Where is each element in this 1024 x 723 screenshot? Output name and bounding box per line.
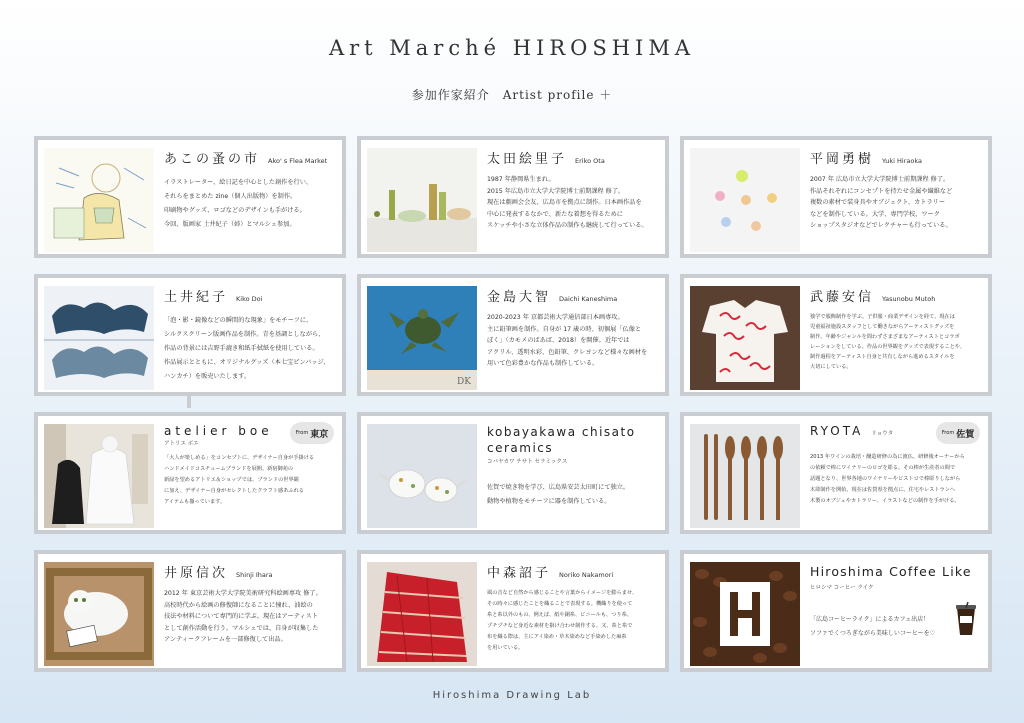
artist-name: 平岡勇樹 <box>810 152 875 167</box>
artist-photo <box>367 286 477 390</box>
artist-roman-name: Daichi Kaneshima <box>559 295 618 303</box>
from-label: From <box>295 430 309 436</box>
artist-name: 中森詔子 <box>487 566 552 581</box>
from-badge <box>936 422 980 444</box>
artist-photo <box>690 286 800 390</box>
artist-description: 風の音など自然から感じることや言葉からイメージを膨らませ、 その時々に感じたことを織ることで表現する。機織りを使って 糸と糸以外のもの、例えば、紙や銅糸、ビニールも、つり糸、 プチプチなど身近な素材を掛け合わせ制作する。又、糸と糸で 布を織る際は、主にアイ染め・草木染めなど手染めした麻糸 を用いている。 <box>487 590 638 651</box>
artist-description: 佐賀で焼き物を学び、広島県安芸太田町にて独立。 動物や植物をモチーフに器を制作している。 <box>487 484 630 505</box>
artist-description: 独学で服飾制作を学ぶ。子供服・商業デザインを経て、現在は 児童福祉施設スタッフとして働きながらアーティストグッズを 制作。年齢やジャンルを問わずさまざまなアーティストとコラボ レーションをしている。作品の世界観をグッズで表現することや、 制作過程をアーティスト自身と共有しながら進めるスタイルを 大切にしている。 <box>810 314 966 370</box>
artist-description: 「泡・影・鏡像などの瞬間的な現象」をモチーフに、 シルクスクリーン版画作品を制作。青を基調としながら、 作品の背景には吉野手漉き和紙手拭紙を使用している。 作品展示とともに、オリジナルグッズ（本七宝ピンバッジ、 ハンカチ）を販売いたします。 <box>164 317 330 380</box>
artist-description: イラストレーター、絵日記を中心とした創作を行い、 それらをまとめた zine（個人出版物）を制作。 印刷物やグッズ、ロゴなどのデザインも手がける。 今回、版画家 土井紀子（姉）とマルシェ参加。 <box>164 179 313 228</box>
artist-roman-name: Eriko Ota <box>575 157 605 165</box>
artist-card-ryota[interactable] <box>680 412 992 534</box>
artist-name: 太田絵里子 <box>487 152 568 167</box>
footer-credit: Hiroshima Drawing Lab <box>432 690 592 701</box>
artist-name: あこの蚤の市 <box>164 152 261 167</box>
artist-card-nakamori[interactable] <box>357 550 669 672</box>
artist-description: 「広島コーヒーライク」によるカフェ出店！ ソファでくつろぎながら美味しいコーヒーを♡ <box>810 616 936 637</box>
artist-description: 1987 年静岡県生まれ。 2015 年広島市立大学大学院博士前期課程 修了。 現在は劇画会会友、広島市を拠点に制作。日本画作品を 中心に発表するなかで、新たな着想を得るために スケッチや小さな立体作品の制作も継続して行っている。 <box>487 176 648 229</box>
artist-card-kobayakawa[interactable] <box>357 412 669 534</box>
artist-photo <box>690 562 800 666</box>
artist-name-line2: ceramics <box>487 441 554 455</box>
artist-description: 2012 年 東京芸術大学大学院美術研究科絵画専攻 修了。 高校時代から絵画の修復師になることに憧れ、油絵の 技法や材料について専門的に学ぶ。現在はアーティスト として創作活動を行う。マルシェでは、自身が収集した アンティークフレームを一部修復して出品。 <box>164 590 322 643</box>
artist-photo <box>690 424 800 528</box>
artist-photo <box>44 562 154 666</box>
artist-name: atelier boe <box>164 424 273 438</box>
artist-roman-name: Shinji Ihara <box>236 571 273 579</box>
artist-card-hiraoka[interactable] <box>680 136 992 258</box>
artist-kana-name: コバヤカワ チサト セラミックス <box>487 459 568 465</box>
artist-name: 井原信次 <box>164 566 229 581</box>
page-title: Art Marché HIROSHIMA <box>328 36 696 60</box>
artist-card-atelier-boe[interactable] <box>34 412 346 534</box>
artist-photo <box>690 148 800 252</box>
artist-card-ako[interactable] <box>34 136 346 258</box>
artist-roman-name: Yuki Hiraoka <box>882 157 922 165</box>
svg-text:DK: DK <box>457 377 471 387</box>
artist-photo <box>367 148 477 252</box>
artist-photo <box>44 148 154 252</box>
artist-kana-name: アトリエ ボエ <box>164 441 199 447</box>
from-place: 東京 <box>310 429 329 440</box>
artist-card-ihara[interactable] <box>34 550 346 672</box>
artist-name: RYOTA <box>810 424 864 438</box>
artist-description: 2007 年 広島市立大学大学院博士前期課程 修了。 作品それぞれにコンセプトを持たせ金属や繊維など 複数の素材で装身具やオブジェクト、カトラリー などを制作している。大学、専門学校、ワーク ショップスタジオなどでレクチャーも行っている。 <box>810 176 953 229</box>
artist-roman-name: Noriko Nakamori <box>559 571 614 579</box>
iced-coffee-icon <box>954 602 978 636</box>
artist-card-ota[interactable] <box>357 136 669 258</box>
artist-name: 土井紀子 <box>164 290 229 305</box>
artist-description: 「大人が楽しめる」をコンセプトに、デザイナー自身が手掛ける ハンドメイドコスチュームブランドを展開。新宿御苑の 新緑を望めるアトリエ＆ショップでは、ブランドの世界観 に加え、デザイナー自身がセレクトしたクラフト感あふれる アイテムも揃っています。 <box>164 455 315 505</box>
from-label: From <box>941 430 955 436</box>
artist-name: 武藤安信 <box>810 290 875 305</box>
artist-kana-name: ヒロシマ コーヒー ライク <box>810 585 874 591</box>
artist-name: 金島大智 <box>487 290 552 305</box>
artist-name: Hiroshima Coffee Like <box>810 564 972 579</box>
from-badge <box>290 422 334 444</box>
artist-photo <box>367 424 477 528</box>
artist-roman-name: Kiko Doi <box>236 295 263 303</box>
artist-card-doi[interactable] <box>34 274 346 396</box>
artist-photo <box>367 562 477 666</box>
artist-roman-name: Ako' s Flea Market <box>268 157 328 165</box>
artist-name-line1: kobayakawa chisato <box>487 425 636 439</box>
artist-photo <box>44 424 154 528</box>
artist-card-coffee[interactable] <box>680 550 992 672</box>
page-subtitle: 参加作家紹介 Artist profile ＋ <box>411 88 613 102</box>
artist-description: 2020-2023 年 京都芸術大学通信部日本画専攻。 主に鉛筆画を制作。自身が 17 歳の時、初個展「仏像と ぼく」（カモメのばあば、2018）を開催。近年では アクリル、透明水彩、色鉛筆、クレヨンなど様々な画材を 用いて色彩豊かな作品も制作している。 <box>487 314 648 367</box>
artist-kana-name: リョウタ <box>871 431 894 437</box>
artist-grid <box>34 136 992 676</box>
artist-description: 2013 年ワインの栽培・醸造研修の為に渡仏、研修後オーナーから の依頼で棒にワイナリーのロゴを彫る。その棒が生産者の間で 話題となり、世界各地のワイナリーやビストロで棒彫りしながら 木彫制作を開始。現在は佐賀県を拠点に、住宅やレストランへ 木製のオブジェやカトラリー、イラストなどの制作を手がける。 <box>810 454 965 504</box>
artist-card-mutoh[interactable] <box>680 274 992 396</box>
artist-roman-name: Yasunobu Mutoh <box>882 295 936 303</box>
from-place: 佐賀 <box>956 429 975 440</box>
artist-photo <box>44 286 154 390</box>
artist-card-kaneshima[interactable] <box>357 274 669 396</box>
